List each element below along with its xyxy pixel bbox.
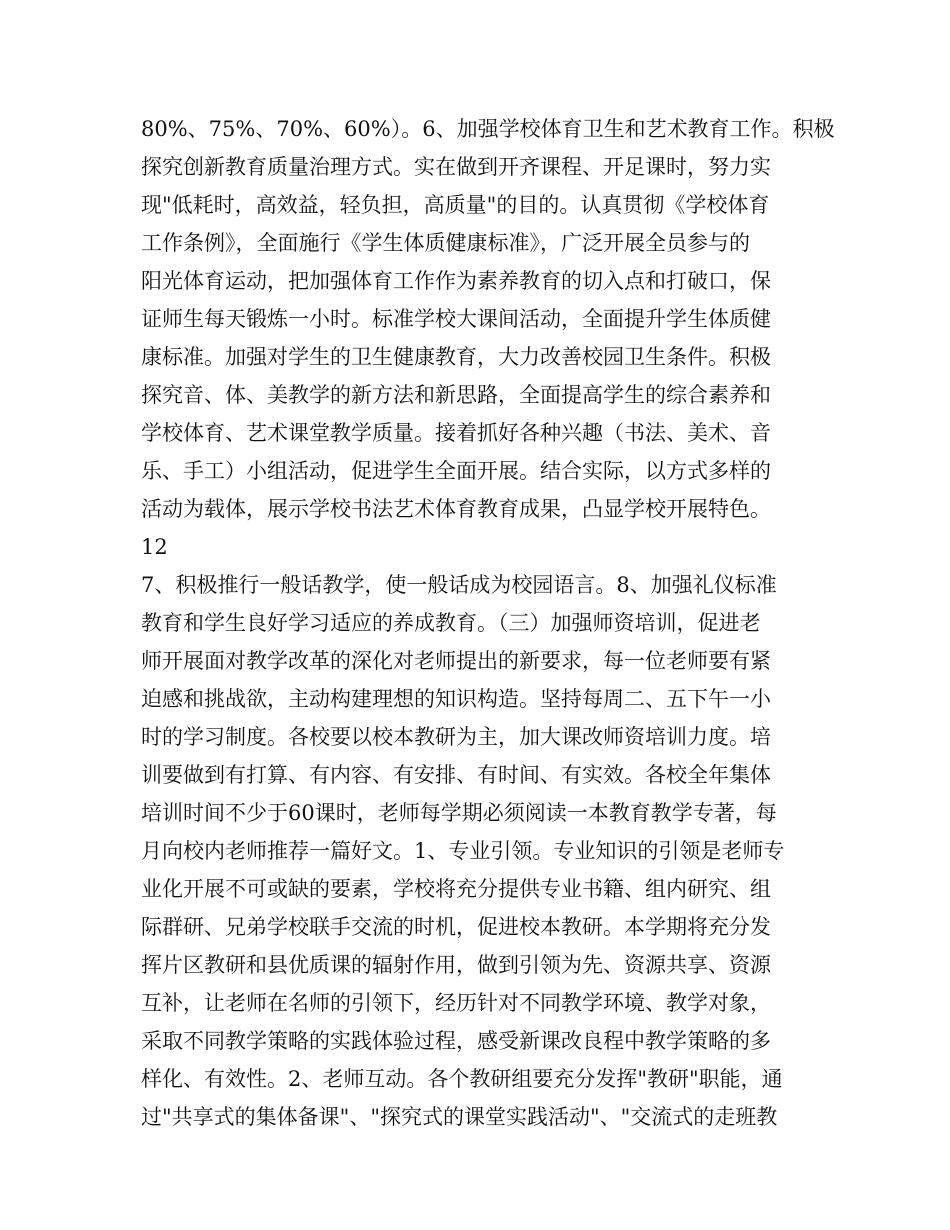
text-line: 师开展面对教学改革的深化对老师提出的新要求，每一位老师要有紧	[141, 649, 771, 673]
text-line: 学校体育、艺术课堂教学质量。接着抓好各种兴趣（书法、美术、音	[141, 421, 771, 445]
text-line: 阳光体育运动，把加强体育工作作为素养教育的切入点和打破口，保	[141, 269, 771, 293]
text-line: 探究创新教育质量治理方式。实在做到开齐课程、开足课时，努力实	[141, 155, 771, 179]
text-line: 康标准。加强对学生的卫生健康教育，大力改善校园卫生条件。积极	[141, 345, 771, 369]
text-line: 采取不同教学策略的实践体验过程，感受新课改良程中教学策略的多	[141, 1029, 771, 1053]
text-line: 样化、有效性。2、老师互动。各个教研组要充分发挥"教研"职能，通	[141, 1067, 783, 1091]
text-line: 月向校内老师推荐一篇好文。1、专业引领。专业知识的引领是老师专	[141, 839, 785, 863]
text-line: 探究音、体、美教学的新方法和新思路，全面提高学生的综合素养和	[141, 383, 771, 407]
text-line: 互补，让老师在名师的引领下，经历针对不同教学环境、教学对象，	[141, 991, 771, 1015]
text-line: 培训时间不少于60课时，老师每学期必须阅读一本教育教学专著，每	[141, 801, 777, 825]
text-line: 迫感和挑战欲，主动构建理想的知识构造。坚持每周二、五下午一小	[141, 687, 771, 711]
text-line: 挥片区教研和县优质课的辐射作用，做到引领为先、资源共享、资源	[141, 953, 771, 977]
page-number-text: 12	[141, 535, 168, 559]
text-line: 时的学习制度。各校要以校本教研为主，加大课改师资培训力度。培	[141, 725, 771, 749]
text-line: 现"低耗时，高效益，轻负担，高质量"的目的。认真贯彻《学校体育	[141, 193, 770, 217]
text-line: 活动为载体，展示学校书法艺术体育教育成果，凸显学校开展特色。	[141, 497, 771, 521]
text-line: 过"共享式的集体备课"、"探究式的课堂实践活动"、"交流式的走班教	[141, 1105, 778, 1129]
text-line: 业化开展不可或缺的要素，学校将充分提供专业书籍、组内研究、组	[141, 877, 771, 901]
body-text	[141, 110, 835, 1136]
text-line: 训要做到有打算、有内容、有安排、有时间、有实效。各校全年集体	[141, 763, 771, 787]
text-line: 80%、75%、70%、60%）。6、加强学校体育卫生和艺术教育工作。积极	[141, 117, 835, 141]
text-line: 乐、手工）小组活动，促进学生全面开展。结合实际，以方式多样的	[141, 459, 771, 483]
text-line: 际群研、兄弟学校联手交流的时机，促进校本教研。本学期将充分发	[141, 915, 771, 939]
text-line: 教育和学生良好学习适应的养成教育。（三）加强师资培训，促进老	[141, 611, 761, 635]
text-line: 7、积极推行一般话教学，使一般话成为校园语言。8、加强礼仪标准	[141, 573, 777, 597]
text-line: 证师生每天锻炼一小时。标准学校大课间活动，全面提升学生体质健	[141, 307, 771, 331]
text-line: 工作条例》，全面施行《学生体质健康标准》，广泛开展全员参与的	[141, 231, 750, 255]
